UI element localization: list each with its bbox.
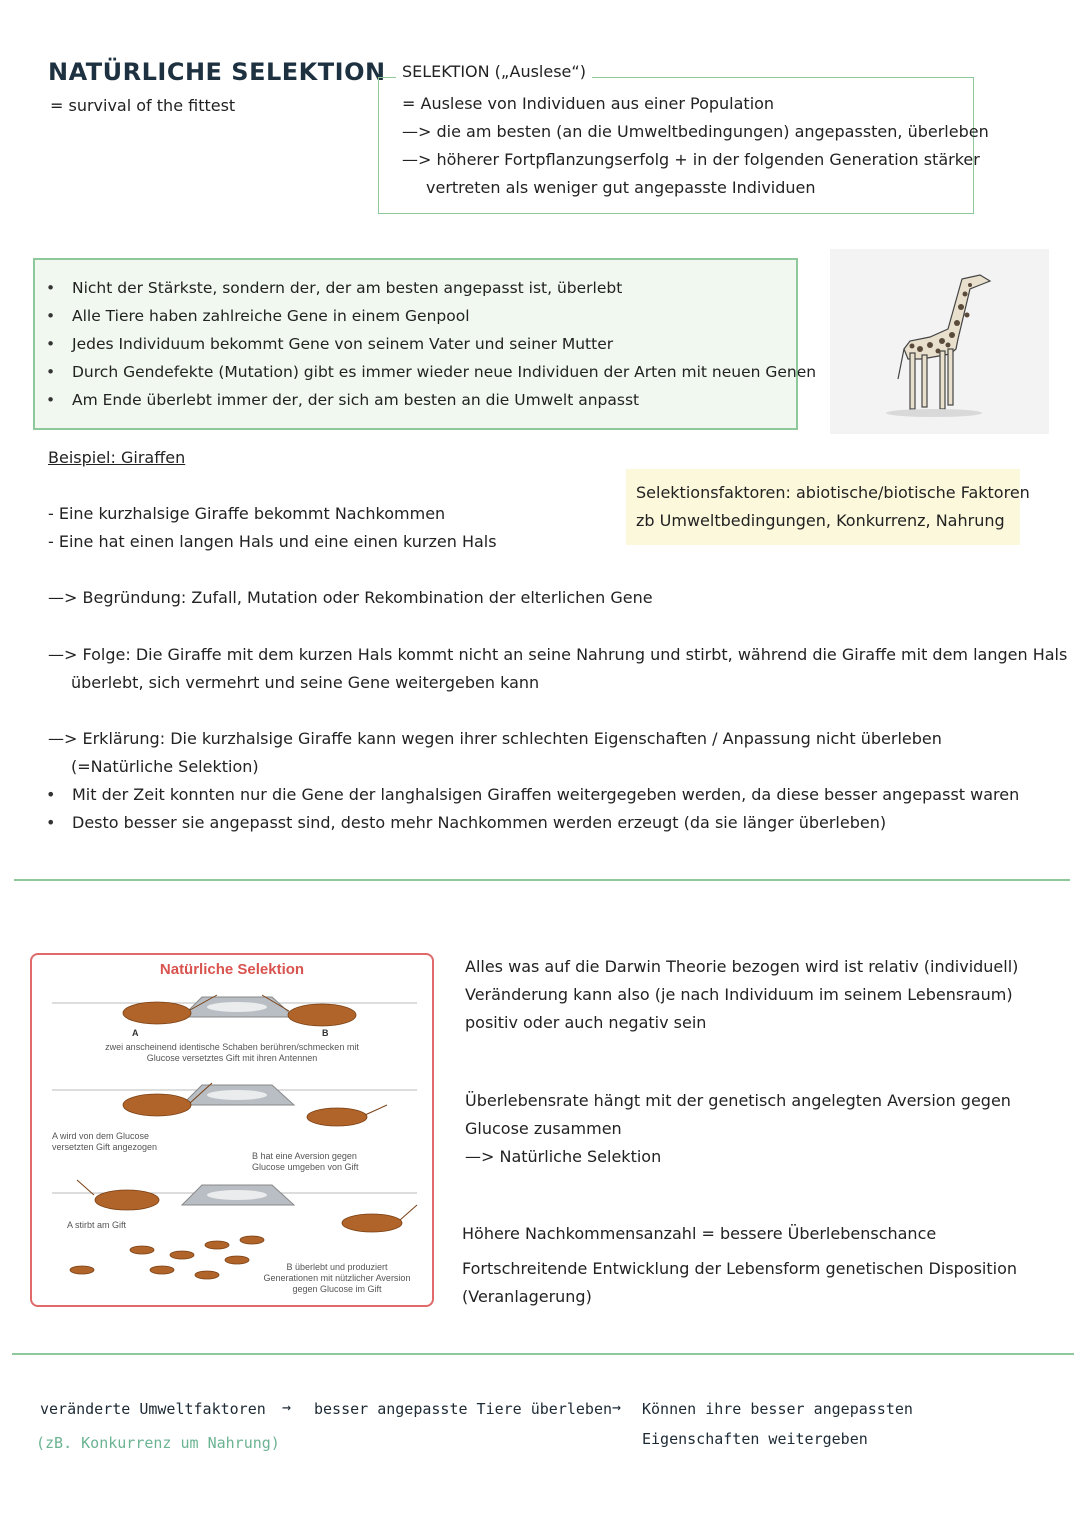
figure-title: Natürliche Selektion: [159, 961, 305, 978]
example-heading: Beispiel: Giraffen: [48, 448, 186, 467]
fact-item: • Am Ende überlebt immer der, der sich am besten an die Umwelt anpasst: [72, 386, 816, 414]
giraffe-icon: [830, 249, 1049, 434]
example-erklaerung-2: (=Natürliche Selektion): [71, 757, 259, 776]
factors-line-1: Selektionsfaktoren: abiotische/biotische Faktoren: [636, 483, 1030, 502]
figure-label-a: A: [132, 1028, 139, 1038]
figure-caption-2a: A wird von dem Glucose versetzten Gift angezogen: [52, 1131, 158, 1152]
section-divider: [14, 879, 1070, 881]
darwin-line-1: Alles was auf die Darwin Theorie bezogen wird ist relativ (individuell): [465, 957, 1019, 976]
darwin-line-3: positiv oder auch negativ sein: [465, 1013, 707, 1032]
example-erklaerung-1: —> Erklärung: Die kurzhalsige Giraffe kann wegen ihrer schlechten Eigenschaften / Anpassung nicht überleben: [48, 729, 942, 748]
giraffe-image: [830, 249, 1049, 434]
section-divider: [12, 1353, 1074, 1355]
example-folge-1: —> Folge: Die Giraffe mit dem kurzen Hals kommt nicht an seine Nahrung und stirbt, während die Giraffe mit dem langen Hals: [48, 645, 1068, 664]
figure-caption-3a: A stirbt am Gift: [67, 1220, 127, 1230]
flow-arrow-2: →: [612, 1398, 622, 1416]
figure-illustration: [32, 955, 432, 1305]
survival-line-3: —> Natürliche Selektion: [465, 1147, 662, 1166]
page-subtitle: = survival of the fittest: [50, 96, 236, 115]
example-bullet: • Mit der Zeit konnten nur die Gene der langhalsigen Giraffen weitergegeben werden, da diese besser angepasst waren: [72, 781, 1019, 809]
nachkommen-line: Höhere Nachkommensanzahl = bessere Überlebenschance: [462, 1224, 937, 1243]
fortschritt-line-2: (Veranlagerung): [462, 1287, 592, 1306]
selektion-line-2: —> die am besten (an die Umweltbedingungen) angepassten, überleben: [402, 122, 989, 141]
fact-item: • Alle Tiere haben zahlreiche Gene in einem Genpool: [72, 302, 816, 330]
flow-arrow-1: →: [282, 1398, 292, 1416]
fact-item: • Jedes Individuum bekommt Gene von seinem Vater und seiner Mutter: [72, 330, 816, 358]
figure-caption-2b: B hat eine Aversion gegen Glucose umgeben von Gift: [252, 1151, 359, 1172]
selektion-line-4: vertreten als weniger gut angepasste Individuen: [426, 178, 816, 197]
selection-figure: [30, 953, 434, 1307]
page-title: NATÜRLICHE SELEKTION: [48, 58, 386, 86]
selektion-legend: SELEKTION („Auslese“): [396, 62, 592, 81]
figure-caption-1: zwei anscheinend identische Schaben berühren/schmecken mit Glucose versetztes Gift mit ihren Antennen: [105, 1042, 359, 1063]
flow-step-1-note: (zB. Konkurrenz um Nahrung): [36, 1434, 280, 1452]
flow-step-1: veränderte Umweltfaktoren: [40, 1400, 266, 1418]
fact-item: • Durch Gendefekte (Mutation) gibt es immer wieder neue Individuen der Arten mit neuen Genen: [72, 358, 816, 386]
flow-step-3-line-2: Eigenschaften weitergeben: [642, 1430, 868, 1448]
example-line-2: - Eine hat einen langen Hals und eine einen kurzen Hals: [48, 532, 497, 551]
fact-item: • Nicht der Stärkste, sondern der, der am besten angepasst ist, überlebt: [72, 274, 816, 302]
factors-line-2: zb Umweltbedingungen, Konkurrenz, Nahrung: [636, 511, 1005, 530]
selektion-line-3: —> höherer Fortpflanzungserfolg + in der folgenden Generation stärker: [402, 150, 980, 169]
darwin-line-2: Veränderung kann also (je nach Individuum im seinem Lebensraum): [465, 985, 1013, 1004]
survival-line-1: Überlebensrate hängt mit der genetisch angelegten Aversion gegen: [465, 1091, 1011, 1110]
example-bullets: [72, 781, 1019, 837]
figure-label-b: B: [322, 1028, 329, 1038]
example-line-1: - Eine kurzhalsige Giraffe bekommt Nachkommen: [48, 504, 446, 523]
survival-line-2: Glucose zusammen: [465, 1119, 622, 1138]
facts-list: [72, 274, 816, 414]
example-begruendung: —> Begründung: Zufall, Mutation oder Rekombination der elterlichen Gene: [48, 588, 653, 607]
flow-step-3-line-1: Können ihre besser angepassten: [642, 1400, 913, 1418]
flow-step-2: besser angepasste Tiere überleben: [314, 1400, 613, 1418]
fortschritt-line-1: Fortschreitende Entwicklung der Lebensform genetischen Disposition: [462, 1259, 1018, 1278]
figure-caption-3b: B überlebt und produziert Generationen mit nützlicher Aversion gegen Glucose im Gift: [263, 1262, 411, 1294]
example-folge-2: überlebt, sich vermehrt und seine Gene weitergeben kann: [71, 673, 540, 692]
example-bullet: • Desto besser sie angepasst sind, desto mehr Nachkommen werden erzeugt (da sie länger überleben): [72, 809, 1019, 837]
selektion-line-1: = Auslese von Individuen aus einer Population: [402, 94, 775, 113]
